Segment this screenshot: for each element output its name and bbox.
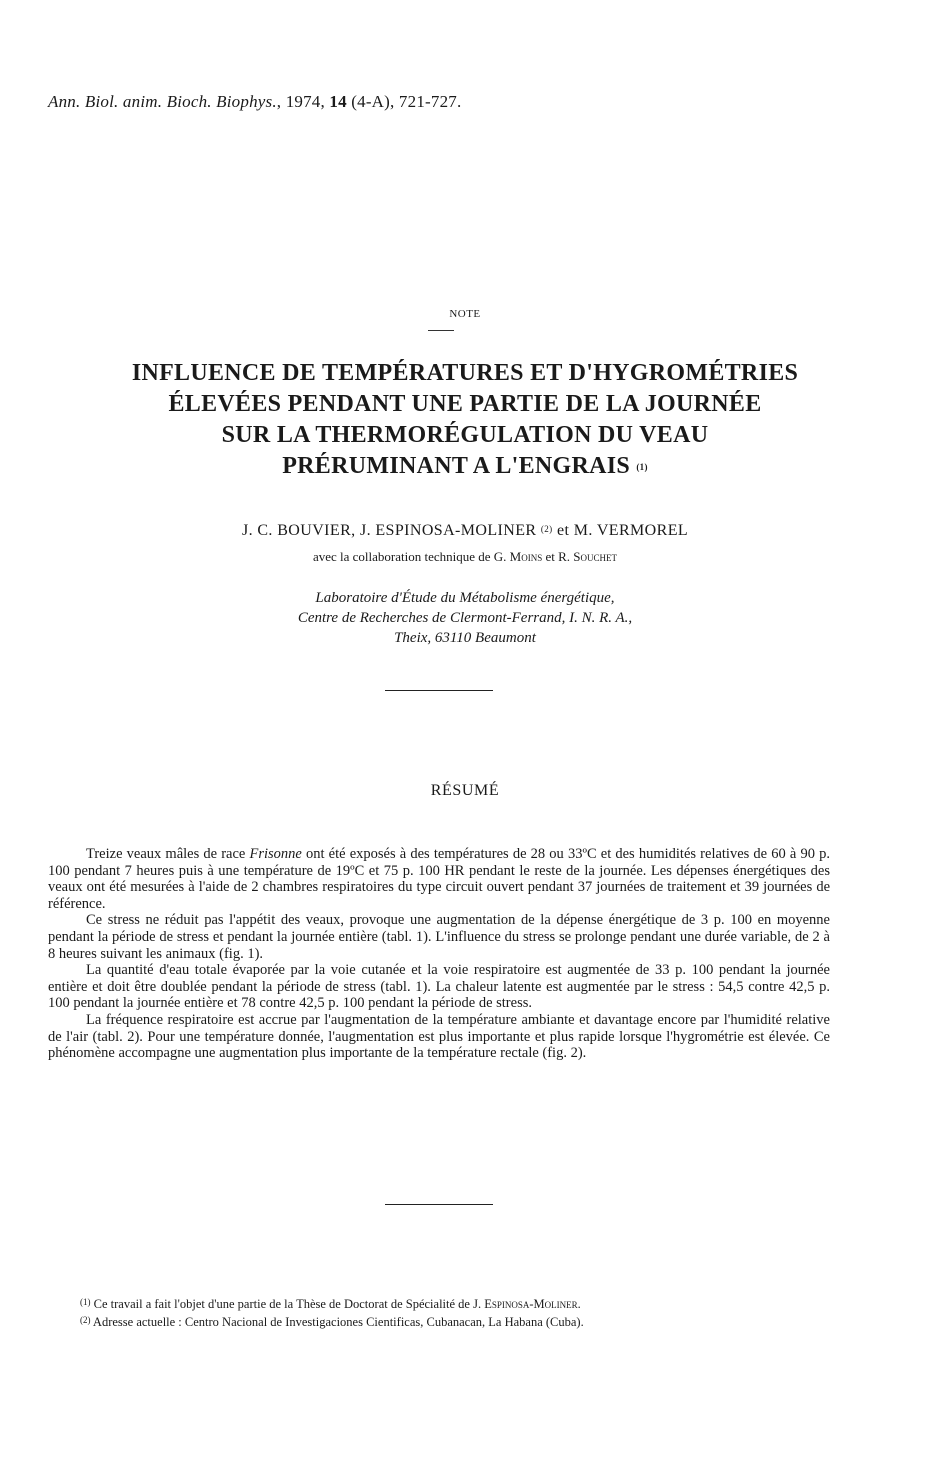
collab-name-2: R. Souchet [558,549,618,564]
footnote-1-end: . [577,1297,581,1311]
journal-name: Ann. Biol. anim. Bioch. Biophys. [48,92,277,111]
abstract-paragraph-3: La quantité d'eau totale évaporée par la voie cutanée et la voie respiratoire est augmentée de 33 p. 100 pendant la journée entière et doit être doublée pendant la période de stress (tabl. 1). La chaleur latente est augmentée par le stress : 54,5 contre 42,5 p. 100 pendant la journée entière et 78 contre 42,5 p. 100 pendant la période de stress. [48,962,830,1012]
abstract-paragraph-4: La fréquence respiratoire est accrue par l'augmentation de la température ambiante et davantage encore par l'humidité relative de l'air (tabl. 2). Pour une température donnée, l'augmentation est plus importante et plus rapide lorsque l'hygrométrie est élevée. Ce phénomène accompagne une augmentation plus importante de la température rectale (fig. 2). [48,1011,830,1062]
abstract-p1-rest: ont été exposés à des températures de 28 ou 33ºC et des humidités relatives de 60 à 90 p. 100 pendant 7 heures puis à une température de 19ºC et 75 p. 100 HR pendant le reste de la journée. Les dépenses énergétiques des veaux ont été mesurées à l'aide de 2 chambres respiratoires du type circuit ouvert pendant 37 journées de traitement et 39 journées de référence. [48,846,830,912]
footnote-2 [80,1312,840,1330]
footnote-1-mark: (1) [80,1297,91,1307]
affiliation-line-1: Laboratoire d'Étude du Métabolisme énergétique, [315,590,615,606]
journal-citation [48,92,461,112]
collab-prefix: avec la collaboration technique de [312,549,491,564]
title-line-3: SUR LA THERMORÉGULATION DU VEAU [221,422,709,448]
title-line-2: ÉLEVÉES PENDANT UNE PARTIE DE LA JOURNÉE [168,391,762,417]
abstract-paragraph-2: Ce stress ne réduit pas l'appétit des veaux, provoque une augmentation de la dépense énergétique de 3 p. 100 en moyenne pendant la période de stress et pendant la journée entière (tabl. 1). L'influence du stress se prolonge pendant une durée variable, de 2 à 8 heures suivant les animaux (fig. 1). [48,912,830,962]
abstract-body [48,846,830,1062]
footnote-1-text: Ce travail a fait l'objet d'une partie de la Thèse de Doctorat de Spécialité de J. [90,1297,485,1311]
affiliation-line-2: Centre de Recherches de Clermont-Ferrand, I. N. R. A., [297,610,633,626]
footnote-2-text: Adresse actuelle : Centro Nacional de Investigaciones Cientificas, Cubanacan, La Habana (Cuba). [90,1315,584,1329]
collab-joiner: et [545,549,555,564]
abstract-p1-start: Treize veaux mâles de race [86,846,250,862]
title-line-4-text: PRÉRUMINANT A L'ENGRAIS [282,453,631,479]
affiliation-line-3: Theix, 63110 Beaumont [394,630,536,646]
author-footnote-ref: (2) [540,524,553,534]
citation-year: , 1974, [276,92,330,111]
authors-part-2: et M. VERMOREL [556,522,689,539]
abstract-paragraph-1 [48,846,830,912]
title-line-1: INFLUENCE DE TEMPÉRATURES ET D'HYGROMÉTRIES [131,360,799,386]
note-underline [428,330,454,331]
affiliation [0,588,930,648]
author-list [0,522,930,540]
footnotes [80,1294,840,1330]
article-title [40,358,890,483]
citation-volume: 14 [329,92,347,111]
section-divider-bottom [385,1204,493,1205]
citation-issue-pages: (4-A), 721-727. [346,92,462,111]
footnote-1-name: Espinosa-Moliner [484,1297,578,1311]
footnote-1 [80,1294,840,1312]
footnote-2-mark: (2) [80,1315,91,1325]
note-label: NOTE [449,308,481,320]
resume-heading: RÉSUMÉ [430,782,500,799]
breed-name: Frisonne [249,846,302,862]
collab-name-1: G. Moins [493,549,543,564]
section-divider-top [385,690,493,691]
title-footnote-ref: (1) [636,462,648,472]
title-line-4 [40,451,890,483]
authors-part-1: J. C. BOUVIER, J. ESPINOSA-MOLINER [241,522,537,539]
technical-collaboration [0,549,930,565]
